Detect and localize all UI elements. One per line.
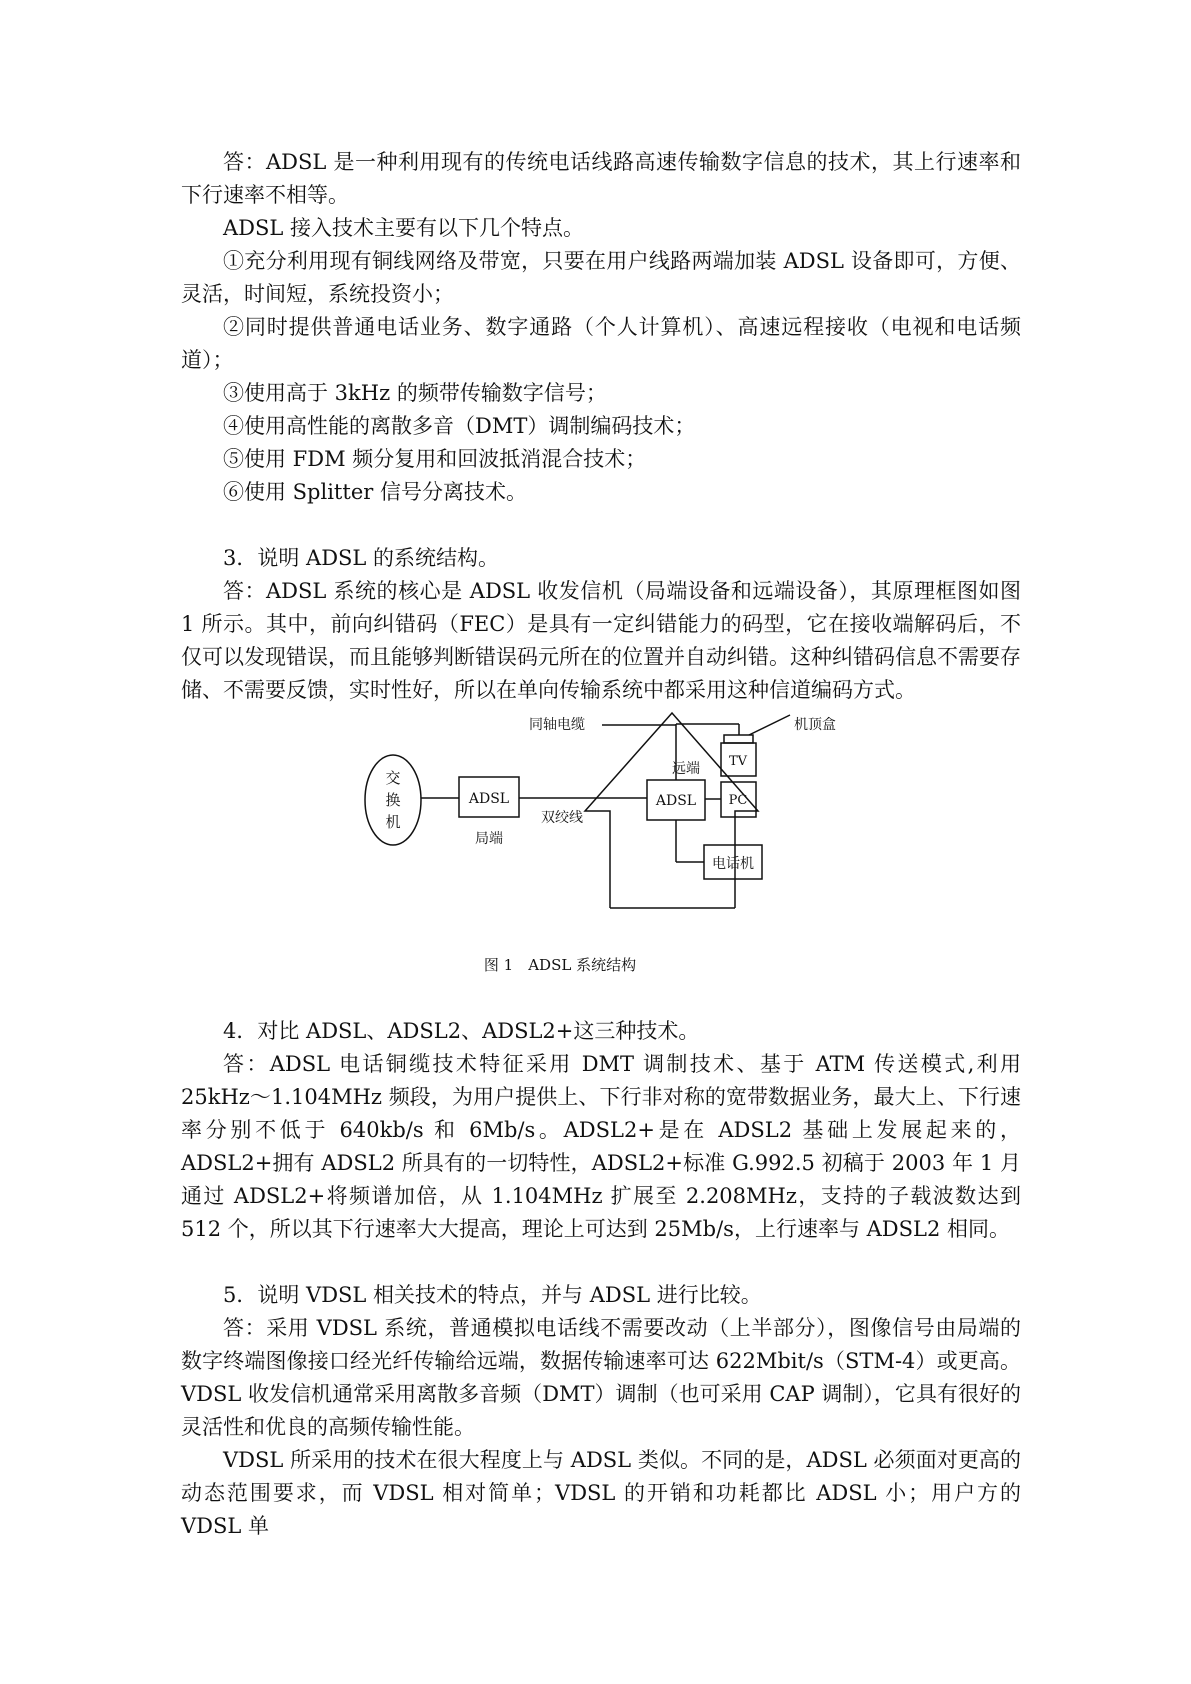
question-3-heading: 3．说明 ADSL 的系统结构。 <box>223 546 500 570</box>
switch-label-3: 机 <box>385 813 401 831</box>
phone-label: 电话机 <box>712 856 754 872</box>
adsl-system-diagram <box>345 713 836 975</box>
feature-item-3: ③使用高于 3kHz 的频带传输数字信号； <box>223 381 607 405</box>
feature-item-5: ⑤使用 FDM 频分复用和回波抵消混合技术； <box>223 447 647 471</box>
question-3-answer: 答：ADSL 系统的核心是 ADSL 收发信机（局端设备和远端设备），其原理框图如图 1 所示。其中，前向纠错码（FEC）是具有一定纠错能力的码型，它在接收端解码后，不仅可以发现错误，而且能够判断错误码元所在的位置并自动纠错。这种纠错码信息不需要存储、不需要反馈，实时性好，所以在单向传输系统中都采用这种信道编码方式。 <box>181 579 1021 702</box>
feature-item-6: ⑥使用 Splitter 信号分离技术。 <box>223 480 527 504</box>
coax-label: 同轴电缆 <box>529 717 585 733</box>
settop-label: 机顶盒 <box>794 717 836 733</box>
question-5-answer: 答：采用 VDSL 系统，普通模拟电话线不需要改动（上半部分），图像信号由局端的数字终端图像接口经光纤传输给远端，数据传输速率可达 622Mbit/s（STM-4）或更高。VDSL 收发信机通常采用离散多音频（DMT）调制（也可采用 CAP 调制），它具有很好的灵活性和优良的高频传输性能。 <box>181 1316 1021 1439</box>
text-block-bottom <box>181 1015 1021 1543</box>
text-block-top <box>181 146 1021 707</box>
feature-item-2: ②同时提供普通电话业务、数字通路（个人计算机）、高速远程接收（电视和电话频道）； <box>181 315 1021 372</box>
question-5-heading: 5．说明 VDSL 相关技术的特点，并与 ADSL 进行比较。 <box>223 1283 762 1307</box>
remote-end-label: 远端 <box>672 761 700 777</box>
settop-leader-line <box>749 715 790 735</box>
vdsl-comparison-paragraph: VDSL 所采用的技术在很大程度上与 ADSL 类似。不同的是，ADSL 必须面对更高的动态范围要求，而 VDSL 相对简单；VDSL 的开销和功耗都比 ADSL 小；用户方的 VDSL 单 <box>181 1448 1021 1538</box>
feature-item-4: ④使用高性能的离散多音（DMT）调制编码技术； <box>223 414 696 438</box>
twisted-pair-label: 双绞线 <box>541 810 583 826</box>
figure-caption: 图 1 ADSL 系统结构 <box>483 956 637 974</box>
switch-label-2: 换 <box>385 791 401 809</box>
pc-label: PC <box>728 793 748 808</box>
switch-label-1: 交 <box>385 769 401 787</box>
central-office-label: 局端 <box>475 831 503 847</box>
adsl-definition-paragraph: 答：ADSL 是一种利用现有的传统电话线路高速传输数字信息的技术，其上行速率和下行速率不相等。 <box>181 150 1021 207</box>
feature-item-1: ①充分利用现有铜线网络及带宽，只要在用户线路两端加装 ADSL 设备即可，方便、灵活，时间短，系统投资小； <box>181 249 1021 306</box>
central-adsl-label: ADSL <box>468 791 510 807</box>
question-4-answer: 答：ADSL 电话铜缆技术特征采用 DMT 调制技术、基于 ATM 传送模式,利用 25kHz～1.104MHz 频段，为用户提供上、下行非对称的宽带数据业务，最大上、下行速率分别不低于 640kb/s 和 6Mb/s。ADSL2+是在 ADSL2 基础上发展起来的，ADSL2+拥有 ADSL2 所具有的一切特性，ADSL2+标准 G.992.5 初稿于 2003 年 1 月通过 ADSL2+将频谱加倍，从 1.104MHz 扩展至 2.208MHz，支持的子载波数达到 512 个，所以其下行速率大大提高，理论上可达到 25Mb/s，上行速率与 ADSL2 相同。 <box>181 1052 1021 1241</box>
adsl-features-intro: ADSL 接入技术主要有以下几个特点。 <box>223 216 585 240</box>
tv-label: TV <box>728 754 748 769</box>
question-4-heading: 4．对比 ADSL、ADSL2、ADSL2+这三种技术。 <box>223 1019 700 1043</box>
remote-adsl-label: ADSL <box>655 793 697 809</box>
settop-box <box>724 735 753 743</box>
